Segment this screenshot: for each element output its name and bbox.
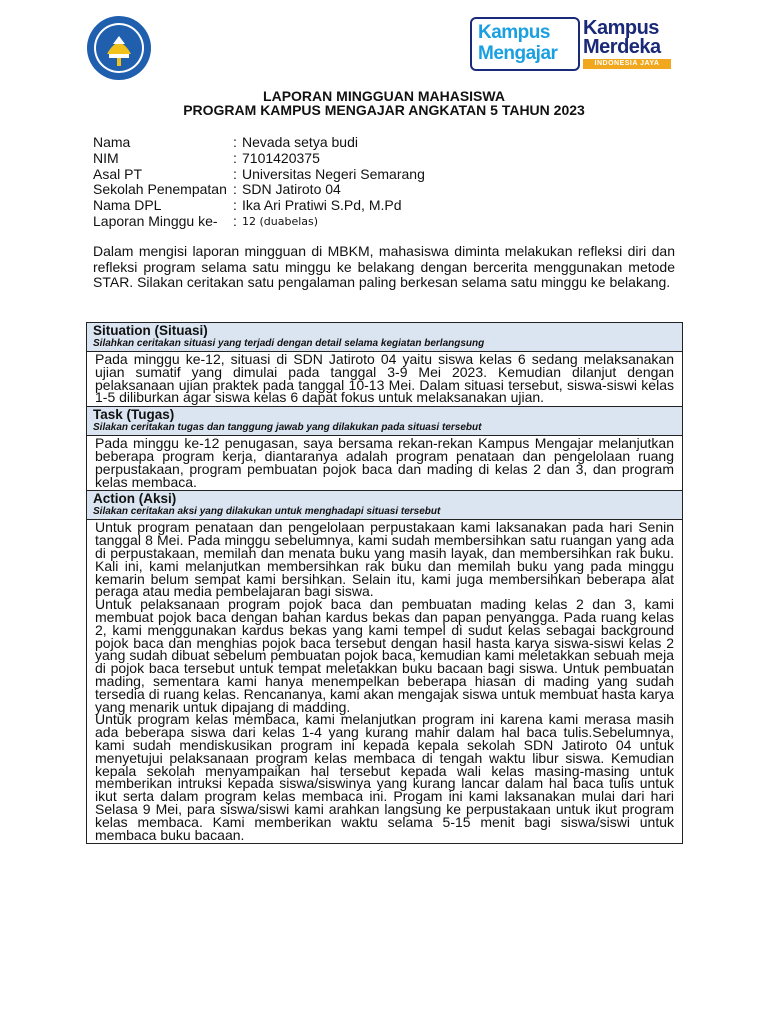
- section-title: Situation (Situasi): [93, 323, 208, 338]
- student-info: [93, 134, 425, 230]
- tut-wuri-handayani-logo: [85, 14, 153, 82]
- info-value: SDN Jatiroto 04: [242, 181, 341, 198]
- action-paragraph: Untuk program kelas membaca, kami melanjutkan program ini karena kami merasa masih ada beberapa siswa dari kelas 1-4 yang kurang mahir dalam hal baca tulis.Sebelumnya, kami sudah mendiskusikan program ini kepada kepala sekolah SDN Jatiroto 04 untuk menyetujui pelaksanaan program kelas membaca di tengah waktu libur siswa. Kemudian kepala sekolah menyampaikan hal tersebut kepada wali kelas masing-masing untuk memberikan intruksi kepada siswa/siswinya yang kurang lancar dalam hal baca tulis untuk ikut serta dalam program kelas membaca ini. Progam ini kami laksanakan mulai dari hari Selasa 9 Mei, para siswa/siswi kami arahkan langsung ke perpustakaan untuk ikut program kelas membaca. Kami memberikan waktu selama 5-15 menit bagi siswa/siswi untuk membaca buku bacaan.: [95, 711, 674, 843]
- section-title: Task (Tugas): [93, 407, 175, 423]
- info-row-asal-pt: Asal PT : Universitas Negeri Semarang: [93, 165, 425, 182]
- star-table: [86, 322, 683, 844]
- action-paragraph: Untuk pelaksanaan program pojok baca dan pembuatan mading kelas 2 dan 3, kami membuat pojok baca dengan bahan kardus bekas dan papan penyangga. Pada ruang kelas 2, kami menggunakan kardus bekas yang kami tempel di sudut kelas sebagai background pojok baca dan menghias pojok baca tersebut dengan hasil hasta karya siswa-siswi kelas 2 yang sudah dibuat sebelum pembuatan pojok baca, kemudian kami meletakkan sebuah meja di pojok baca tersebut untuk tempat meletakkan buku bacaan bagi siswa. Untuk pembuatan mading, sementara kami hanya menempelkan beberapa hiasan di mading yang sudah tersedia di ruang kelas. Rencananya, kami akan mengajak siswa untuk membuat hasta karya yang menarik untuk dipajang di madding.: [95, 596, 674, 715]
- situation-header: [87, 323, 682, 352]
- info-label: Nama: [93, 134, 131, 150]
- logo-kmd-text-2: Merdeka: [583, 36, 661, 58]
- task-body: Pada minggu ke-12 penugasan, saya bersama rekan-rekan Kampus Mengajar melanjutkan beberapa program kerja, diantaranya adalah program penataan dan pengelolaan ruang perpustakaan, program pembuatan pojok baca dan mading di kelas 2 dan 3, dan program kelas membaca.: [87, 436, 682, 491]
- intro-paragraph: Dalam mengisi laporan mingguan di MBKM, mahasiswa diminta melakukan refleksi diri dan refleksi program selama satu minggu ke belakang dengan bercerita menggunakan metode STAR. Silakan ceritakan satu pengalaman paling berkesan selama satu minggu ke belakang.: [93, 243, 675, 290]
- action-body: [87, 520, 682, 843]
- report-subtitle: PROGRAM KAMPUS MENGAJAR ANGKATAN 5 TAHUN 2023: [183, 102, 585, 118]
- info-label: Asal PT: [93, 165, 143, 182]
- info-label: Sekolah Penempatan: [93, 181, 227, 198]
- logo-kmd-tagline: INDONESIA JAYA: [583, 59, 671, 69]
- task-header: [87, 407, 682, 436]
- logo-kmd-text-1: Kampus: [583, 17, 659, 39]
- kampus-merdeka-logo: [581, 17, 673, 71]
- report-title: LAPORAN MINGGUAN MAHASISWA: [263, 88, 505, 104]
- info-label: NIM: [93, 149, 119, 166]
- section-subtitle: Silakan ceritakan tugas dan tanggung jawab yang dilakukan pada situasi tersebut: [93, 422, 482, 434]
- kampus-mengajar-logo: [470, 17, 580, 71]
- logo-km-text-2: Mengajar: [478, 43, 558, 64]
- info-value: Ika Ari Pratiwi S.Pd, M.Pd: [242, 197, 402, 214]
- info-row-dpl: Nama DPL : Ika Ari Pratiwi S.Pd, M.Pd: [93, 197, 402, 214]
- info-row-nama: Nama : Nevada setya budi: [93, 134, 358, 150]
- section-title: Action (Aksi): [93, 491, 177, 507]
- info-value: Nevada setya budi: [242, 134, 358, 150]
- action-header: [87, 491, 682, 520]
- info-row-nim: NIM : 7101420375: [93, 149, 320, 166]
- info-value: 7101420375: [242, 149, 320, 166]
- situation-body: Pada minggu ke-12, situasi di SDN Jatiroto 04 yaitu siswa kelas 6 sedang melaksanakan ujian sumatif yang dimulai pada tanggal 3-9 Mei 2023. Kemudian dilanjut dengan pelaksanaan ujian praktek pada tanggal 10-13 Mei. Dalam situasi tersebut, siswa-siswi kelas 1-5 diliburkan agar siswa kelas 6 dapat fokus untuk melaksanakan ujian.: [87, 352, 682, 407]
- info-row-sekolah: Sekolah Penempatan : SDN Jatiroto 04: [93, 181, 341, 198]
- info-value: Universitas Negeri Semarang: [242, 165, 425, 182]
- section-subtitle: Silahkan ceritakan situasi yang terjadi dengan detail selama kegiatan berlangsung: [93, 338, 485, 349]
- info-value: 12 (duabelas): [242, 214, 319, 228]
- info-row-minggu: Laporan Minggu ke- : 12 (duabelas): [93, 212, 319, 229]
- action-paragraph: Untuk program penataan dan pengelolaan perpustakaan kami laksanakan pada hari Senin tanggal 8 Mei. Pada minggu sebelumnya, kami sudah membersihkan satu ruangan yang ada di perpustakaan, memilah dan menata buku yang masih layak, dan membersihkan rak buku. Kali ini, kami melanjutkan membersihkan rak buku dan memilah buku yang pada minggu kemarin belum sempat kami bersihkan. Selain itu, kami juga membersihkan beberapa alat peraga atau media pembelajaran bagi siswa.: [95, 519, 674, 600]
- info-label: Nama DPL: [93, 197, 162, 214]
- info-label: Laporan Minggu ke-: [93, 212, 218, 229]
- section-subtitle: Silakan ceritakan aksi yang dilakukan untuk menghadapi situasi tersebut: [93, 506, 441, 518]
- logo-km-text-1: Kampus: [478, 22, 550, 43]
